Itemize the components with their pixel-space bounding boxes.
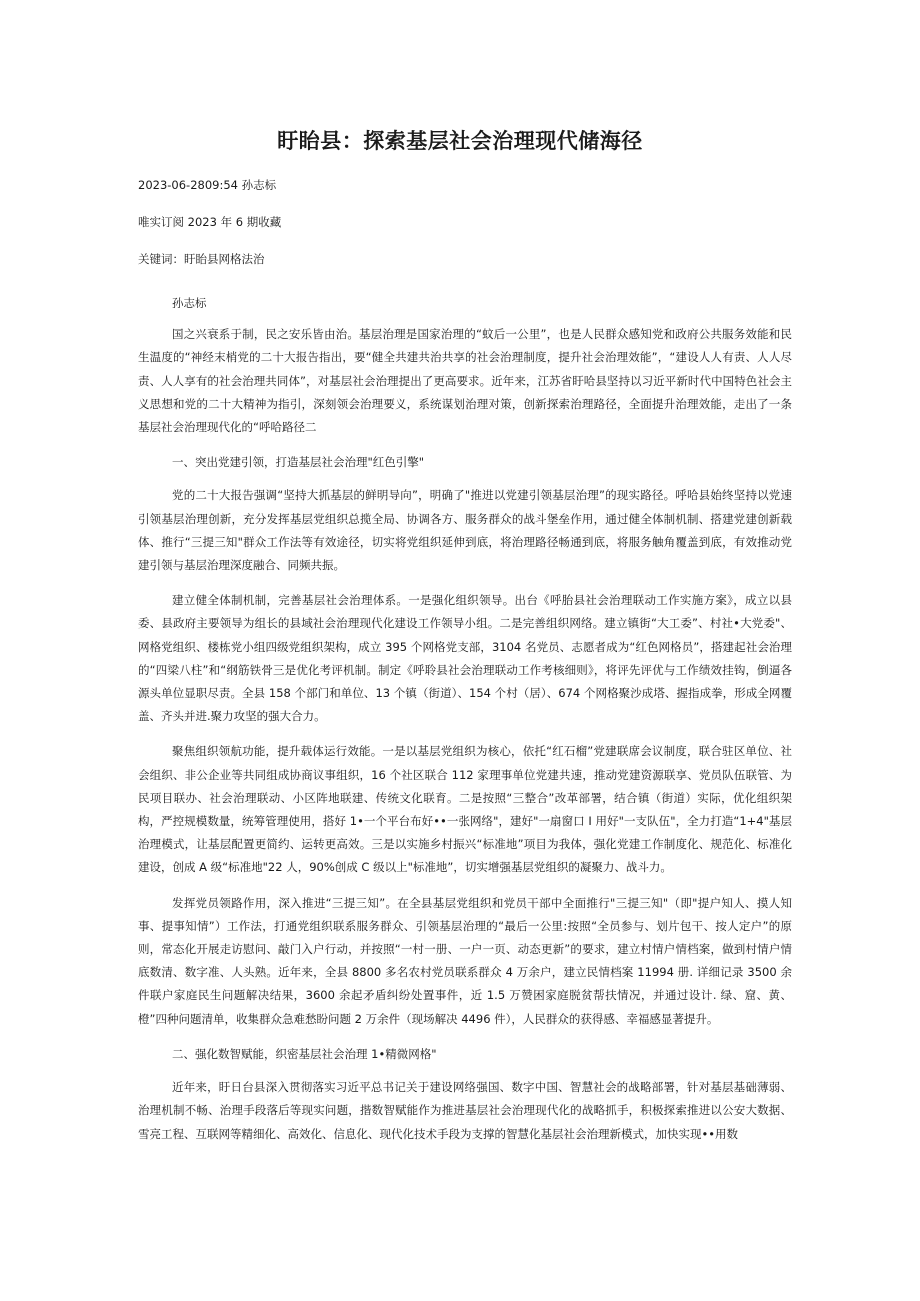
paragraph-intro: 国之兴衰系于制，民之安乐皆由治。基层治理是国家治理的“蚊后一公里”，也是人民群众感知党和政府公共服务效能和民生温度的“神经末梢党的二十大报告指出，要“健全共建共治共享的社会治理制度，提升社会治理效能”，“建设人人有责、人人尽责、人人享有的社会治理共同体”，对基层社会治理提出了更高要求。近年来，江苏省盱哈县坚持以习近平新时代中国特色社会主义思想和党的二十大精神为指引，深刻领会治理要义，系统谋划治理对策，创新探索治理路径，全面提升治理效能，走出了一条基层社会治理现代化的“呼哈路径二 bbox=[138, 327, 792, 435]
paragraph: 发挥党员领路作用，深入推进“三提三知”。在全县基层党组织和党员干部中全面推行"三提三知"（即"提户知人、摸人知事、提事知情”）工作法，打通党组织联系服务群众、引领基层治理的“最后一公里:按照“全员参与、划片包干、按人定户”的原则，常态化开展走访慰问、敲门入户行动，并按照“一村一册、一户一页、动态更新”的要求，建立村情户情档案，做到村情户情底数清、数字准、人头熟。近年来，全县 8800 多名农村党员联系群众 4 万余户，建立民情档案 11994 册. 详细记录 3500 余件联户家庭民生问题解决结果，3600 余起矛盾纠纷处置事件，近 1.5 万赞困家庭脱贫帮扶情况，并通过设计. 绿、窟、黄、橙”四种问题清单，收集群众急难愁盼问题 2 万余件（现场解决 4496 件），人民群众的获得感、幸福感显著提升。 bbox=[138, 895, 792, 1026]
article-subscription: 唯实订阅 2023 年 6 期收藏 bbox=[138, 215, 282, 229]
paragraph: 党的二十大报告强调“坚持大抓基层的鲜明导向”，明确了"推进以党建引领基层治理”的现实路径。呼哈县始终坚持以党速引领基层治理创新，充分发挥基层党组织总揽全局、协调各方、服务群众的战斗堡垒作用，通过健全体制机制、搭建党建创新载体、推行“三提三知"群众工作法等有效途径，切实将党组织延伸到底，将治理路径畅通到底，将服务触角覆盖到底，有效推动党建引领与基层治理深度融合、同频共振。 bbox=[138, 488, 792, 573]
article-body bbox=[138, 292, 792, 1158]
paragraph: 近年来，盱日台县深入贯彻落实习近平总书记关于建设网络强国、数字中国、智慧社会的战略部署，针对基层基础薄弱、治理机制不畅、治理手段落后等现实问题，揩数智赋能作为推进基层社会治理现代化的战略抓手，积极探索推进以公安大数据、雪亮工程、互联网等精细化、高效化、信息化、现代化技术手段为支撑的智慧化基层社会治理新模式，加快实现••用数 bbox=[138, 1080, 792, 1141]
paragraph: 建立健全体制机制，完善基层社会治理体系。一是强化组织领导。出台《呼胎县社会治理联动工作实施方案》，成立以县委、县政府主要领导为组长的县域社会治理现代化建设工作领导小组。二是完善组织网络。建立镇街“大工委”、村社•大党委"、网格党组织、楼栋党小组四级党组织架构，成立 395 个网格党支部，3104 名党员、志愿者成为“红色网格员”，搭建起社会治理的“四梁八柱”和“纲筋铁骨三是优化考评机制。制定《呼聆县社会治理联动工作考核细则》，将评先评优与工作绩效挂钩，倒逼各源头单位显职尽责。全县 158 个部门和单位、13 个镇（街道）、154 个村（居）、674 个网格聚沙成塔、握指成拳，形成全网覆盖、齐头并进.聚力攻坚的强大合力。 bbox=[138, 593, 792, 724]
article-keywords: 关键词：盱眙县网格法治 bbox=[138, 252, 265, 266]
article-datetime-author: 2023-06-2809:54 孙志标 bbox=[138, 178, 277, 192]
paragraph: 聚焦组织领航功能，提升载体运行效能。一是以基层党组织为核心，依托“红石榴”党建联席会议制度，联合驻区单位、社会组织、非公企业等共同组成协商议事组织，16 个社区联合 112 家理事单位党建共速，推动党建资源联享、党员队伍联管、为民项目联办、社会治理联动、小区阵地联建、传统文化联育。二是按照“三整合”改革部署，结合镇（街道）实际，优化组织架构，严控规模数量，统筹管理使用，搭好 1•一个平台布好••一张网络"，建好"一扇窗口 I 用好"一支队伍"，全力打造“1+4"基层治理模式，让基层配置更简约、运转更高效。三是以实施乡村振兴“标准地”项目为我体，强化党建工作制度化、规范化、标准化建设，创成 A 级“标准地"22 人，90%创成 C 级以上"标准地”，切实增强基层党组织的凝聚力、战斗力。 bbox=[138, 744, 792, 875]
section-heading-1: 一、突出党建引领，打造基层社会治理"红色引擎" bbox=[172, 455, 425, 470]
author-line: 孙志标 bbox=[172, 296, 207, 310]
article-title: 盱眙县：探索基层社会治理现代储海径 bbox=[277, 129, 643, 153]
section-heading-2: 二、强化数智赋能，织密基层社会治理 1•精微网格" bbox=[172, 1046, 437, 1061]
